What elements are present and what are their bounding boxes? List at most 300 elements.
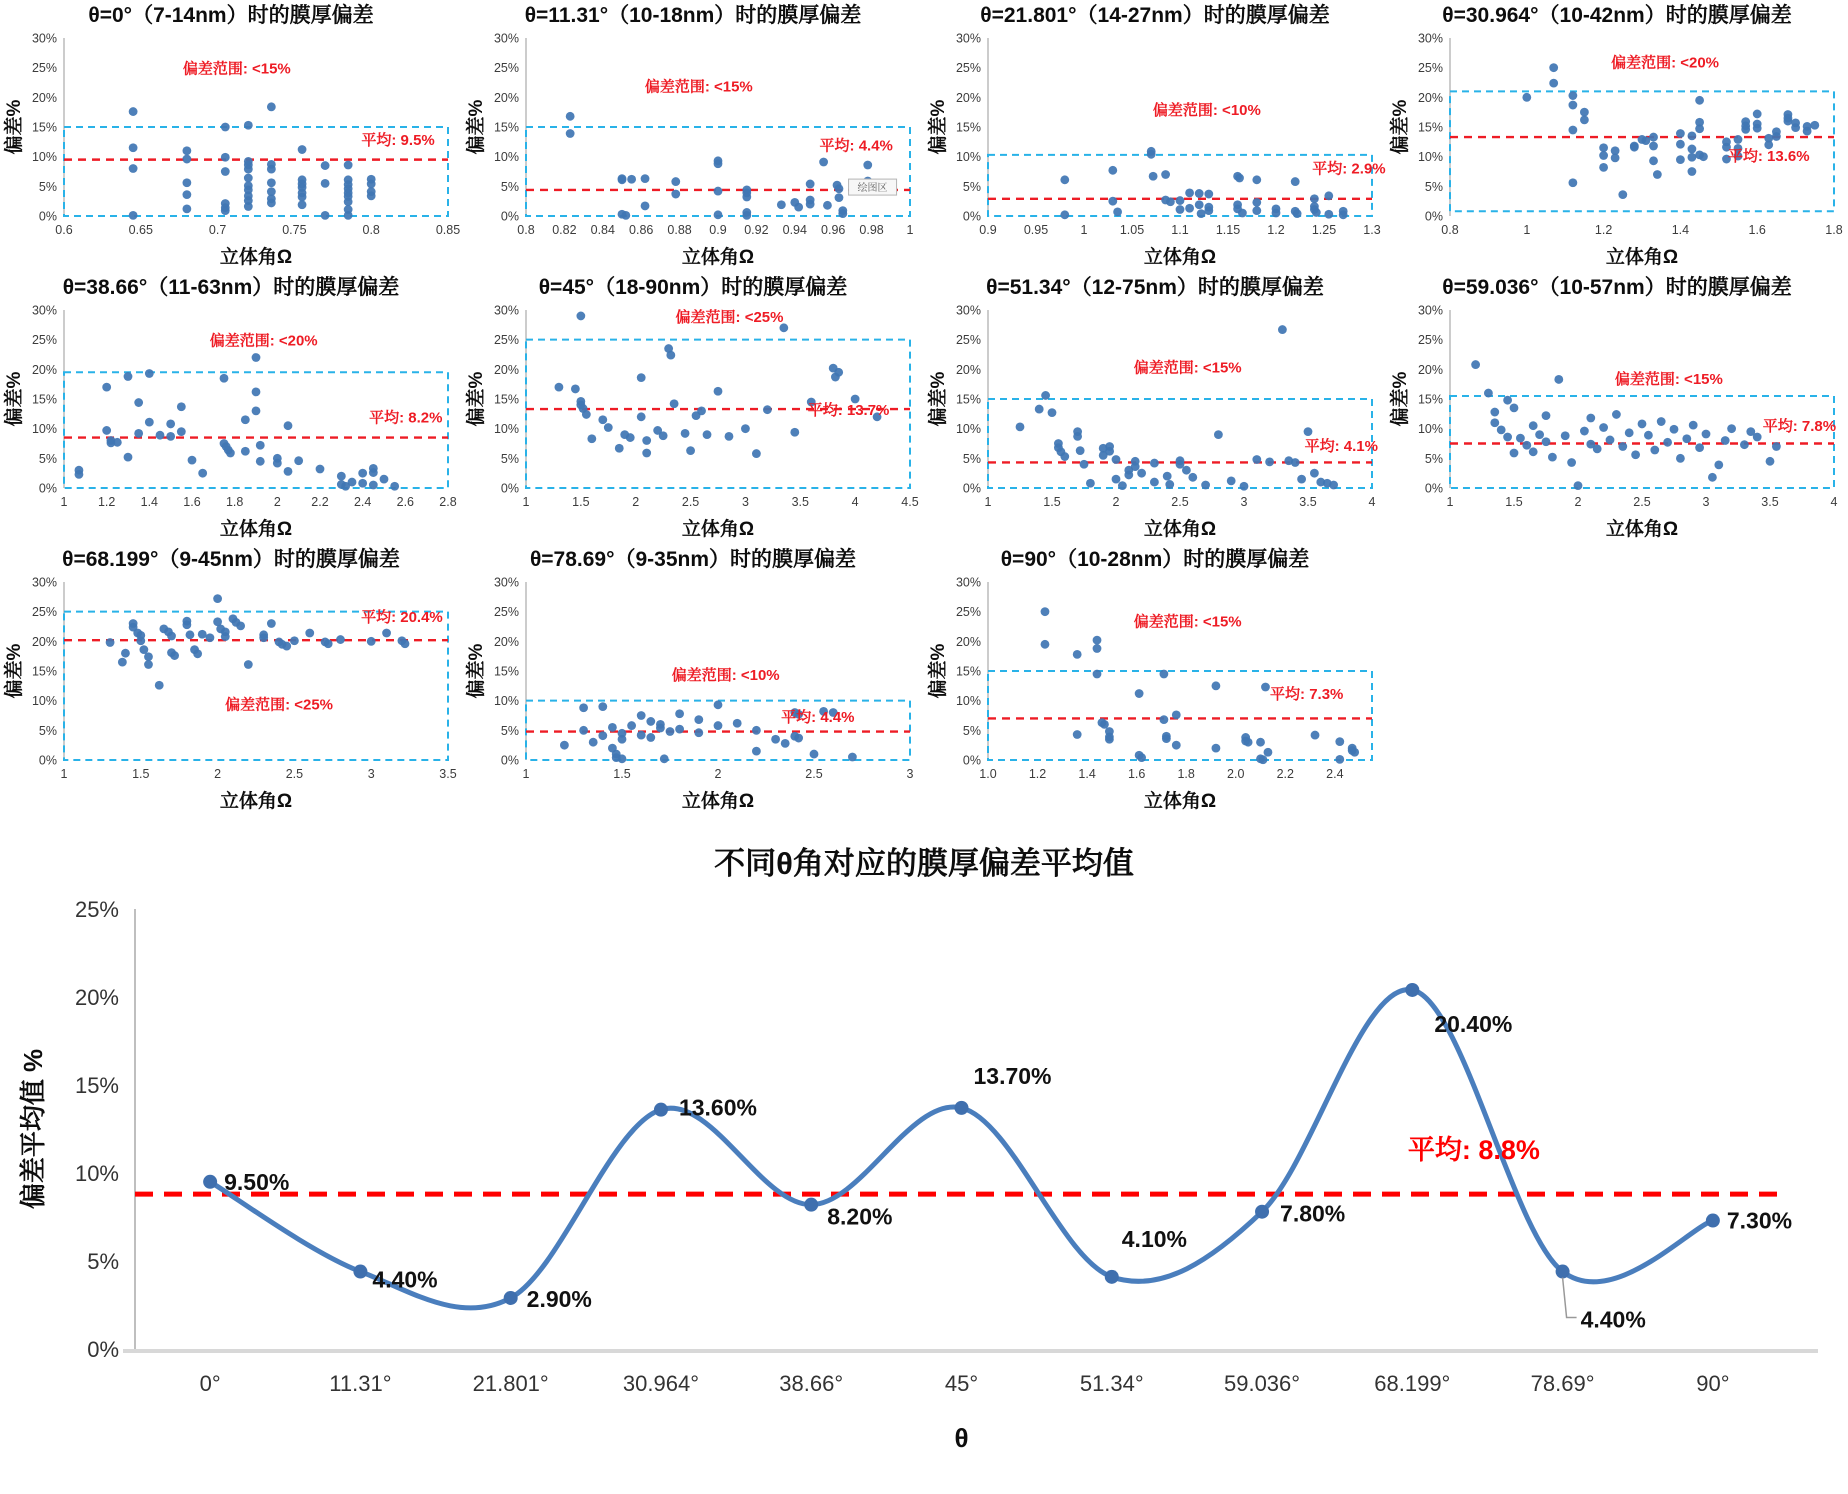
chart-title: θ=78.69°（9-35nm）时的膜厚偏差 xyxy=(529,548,857,571)
x-tick-label: 2.2 xyxy=(311,495,329,509)
empty-grid-cell xyxy=(1386,544,1848,816)
data-point xyxy=(589,738,598,747)
x-axis-title: 立体角Ω xyxy=(1143,519,1217,540)
scatter-chart-theta-45 xyxy=(462,272,924,544)
label-leader-line xyxy=(1563,1278,1577,1318)
y-tick-label: 15% xyxy=(493,392,519,407)
data-point xyxy=(298,200,307,209)
mean-label: 平均: 4.4% xyxy=(781,709,855,727)
y-tick-label: 30% xyxy=(31,575,57,590)
scatter-chart-theta-11-31 xyxy=(462,0,924,272)
data-point xyxy=(627,721,636,730)
x-tick-label: 1.0 xyxy=(979,767,997,781)
y-tick-label: 10% xyxy=(955,422,981,437)
data-point xyxy=(75,470,84,479)
x-tick-label: 2.5 xyxy=(805,767,823,781)
data-point xyxy=(134,429,143,438)
y-tick-label: 10% xyxy=(31,694,57,709)
range-label: 偏差范围: <20% xyxy=(1611,54,1720,72)
y-tick-label: 10% xyxy=(1417,150,1443,165)
range-label: 偏差范围: <20% xyxy=(209,332,318,350)
data-point xyxy=(1510,449,1519,458)
data-point xyxy=(1195,189,1204,198)
y-tick-label: 5% xyxy=(38,451,57,466)
data-point xyxy=(1264,748,1273,757)
x-tick-label: 2.5 xyxy=(1171,495,1189,509)
data-point xyxy=(193,649,202,658)
y-axis-title: 偏差% xyxy=(1390,99,1411,155)
range-label: 偏差范围: <15% xyxy=(644,78,753,96)
mean-label: 平均: 13.6% xyxy=(1727,147,1810,165)
data-point xyxy=(1159,715,1168,724)
data-point xyxy=(608,723,617,732)
data-point xyxy=(671,177,680,186)
data-point xyxy=(1630,143,1639,152)
chart-title: θ=0°（7-14nm）时的膜厚偏差 xyxy=(88,4,374,27)
data-point xyxy=(626,433,635,442)
data-point xyxy=(1522,441,1531,450)
data-point xyxy=(1182,466,1191,475)
x-tick-label: 1 xyxy=(1080,223,1088,237)
data-point xyxy=(1165,480,1174,489)
y-tick-label: 30% xyxy=(493,303,519,318)
data-point xyxy=(742,193,751,202)
data-point xyxy=(1093,644,1102,653)
scatter-chart-theta-90 xyxy=(924,544,1386,816)
x-tick-label: 2.2 xyxy=(1276,767,1294,781)
x-axis-title: 立体角Ω xyxy=(219,791,293,812)
x-tick-label: 3 xyxy=(741,495,749,509)
data-point xyxy=(1580,108,1589,117)
data-point xyxy=(1329,481,1338,490)
range-label: 偏差范围: <15% xyxy=(1133,613,1242,631)
x-tick-label: 3 xyxy=(367,767,375,781)
data-point xyxy=(838,209,847,218)
data-point xyxy=(1310,194,1319,203)
x-tick-label: 1.6 xyxy=(1127,767,1146,781)
y-tick-label: 15% xyxy=(1417,120,1443,135)
data-point xyxy=(182,620,191,629)
data-point xyxy=(1741,125,1750,134)
data-point xyxy=(1740,440,1749,449)
data-point xyxy=(1105,447,1114,456)
x-tick-label: 1.4 xyxy=(1671,223,1690,237)
data-point xyxy=(244,121,253,130)
x-tick-label: 1.5 xyxy=(613,767,631,781)
y-tick-label: 0% xyxy=(38,753,57,768)
data-point-label: 8.20% xyxy=(827,1203,893,1230)
data-point xyxy=(1574,481,1583,490)
data-point xyxy=(198,630,207,639)
y-tick-label: 5% xyxy=(500,723,519,738)
data-point xyxy=(267,619,276,628)
x-axis-title: θ xyxy=(954,1423,969,1453)
y-tick-label: 30% xyxy=(31,303,57,318)
x-axis-title: 立体角Ω xyxy=(219,247,293,268)
data-point xyxy=(244,660,253,669)
data-point xyxy=(1212,681,1221,690)
data-point xyxy=(1568,101,1577,110)
y-tick-label: 10% xyxy=(955,150,981,165)
data-point xyxy=(1567,458,1576,467)
data-point xyxy=(1172,711,1181,720)
data-point-marker xyxy=(1556,1265,1570,1279)
data-point xyxy=(666,351,675,360)
data-point xyxy=(1311,731,1320,740)
data-point xyxy=(1549,79,1558,88)
data-point xyxy=(166,420,175,429)
data-point xyxy=(1112,475,1121,484)
y-tick-label: 25% xyxy=(955,61,981,76)
data-point xyxy=(790,428,799,437)
data-point xyxy=(714,387,723,396)
data-point xyxy=(1657,417,1666,426)
data-point xyxy=(221,153,230,162)
data-point xyxy=(298,193,307,202)
data-point xyxy=(1638,420,1647,429)
x-tick-label: 2.4 xyxy=(1326,767,1344,781)
x-tick-label: 1.2 xyxy=(1267,223,1285,237)
data-point xyxy=(1753,124,1762,133)
data-point xyxy=(236,622,245,631)
chart-title: θ=38.66°（11-63nm）时的膜厚偏差 xyxy=(62,276,400,299)
y-tick-label: 20% xyxy=(31,634,57,649)
data-point xyxy=(1721,436,1730,445)
x-tick-label: 1.2 xyxy=(1028,767,1047,781)
data-point xyxy=(1335,737,1344,746)
data-point xyxy=(206,633,215,642)
data-point xyxy=(167,632,176,641)
data-point xyxy=(1073,730,1082,739)
data-point-label: 2.90% xyxy=(526,1285,592,1312)
y-tick-label: 10% xyxy=(31,422,57,437)
scatter-chart-theta-0 xyxy=(0,0,462,272)
data-point xyxy=(321,179,330,188)
data-point xyxy=(1784,117,1793,126)
y-axis-title: 偏差% xyxy=(928,99,949,155)
data-point xyxy=(305,629,314,638)
data-point xyxy=(1261,683,1270,692)
x-category-label: 68.199° xyxy=(1374,1371,1451,1396)
y-tick-label: 25% xyxy=(31,61,57,76)
data-point xyxy=(1676,140,1685,149)
data-point xyxy=(618,175,627,184)
data-point xyxy=(835,193,844,202)
scatter-chart-theta-59-036 xyxy=(1386,272,1848,544)
data-point xyxy=(144,652,153,661)
data-point xyxy=(182,190,191,199)
x-tick-label: 0.94 xyxy=(782,223,807,237)
x-category-label: 45° xyxy=(944,1371,979,1396)
range-label: 偏差范围: <15% xyxy=(182,60,291,78)
scatter-points xyxy=(1060,147,1347,219)
data-point xyxy=(188,456,197,465)
data-point xyxy=(1714,460,1723,469)
data-point-label: 4.10% xyxy=(1121,1225,1187,1252)
data-point xyxy=(819,158,828,167)
data-point xyxy=(1510,404,1519,413)
x-tick-label: 0.95 xyxy=(1023,223,1049,237)
data-point xyxy=(166,432,175,441)
data-point xyxy=(714,721,723,730)
data-point xyxy=(1688,145,1697,154)
data-point xyxy=(244,202,253,211)
data-point xyxy=(1791,123,1800,132)
data-point xyxy=(1137,469,1146,478)
data-point xyxy=(741,424,750,433)
x-tick-label: 1.5 xyxy=(1043,495,1061,509)
x-tick-label: 1 xyxy=(522,767,530,781)
data-point xyxy=(1188,473,1197,482)
data-point xyxy=(134,398,143,407)
x-tick-label: 1.8 xyxy=(225,495,244,509)
data-point xyxy=(348,478,357,487)
data-point xyxy=(1766,457,1775,466)
data-point xyxy=(1772,132,1781,141)
data-point xyxy=(1240,482,1249,491)
data-point xyxy=(213,594,222,603)
data-point xyxy=(1073,432,1082,441)
data-point xyxy=(1105,735,1114,744)
y-tick-label: 0% xyxy=(38,209,57,224)
scatter-chart-theta-38-66 xyxy=(0,272,462,544)
data-point xyxy=(324,639,333,648)
data-point xyxy=(358,469,367,478)
data-point xyxy=(1048,408,1057,417)
data-point xyxy=(252,406,261,415)
x-tick-label: 0.85 xyxy=(435,223,461,237)
x-tick-label: 3.5 xyxy=(791,495,809,509)
data-point xyxy=(1256,738,1265,747)
data-point xyxy=(1185,188,1194,197)
data-point-marker xyxy=(1255,1205,1269,1219)
data-point xyxy=(1201,481,1210,490)
data-point xyxy=(1471,360,1480,369)
x-axis-title: 立体角Ω xyxy=(1605,247,1679,268)
x-tick-label: 2.6 xyxy=(396,495,415,509)
x-tick-label: 1.3 xyxy=(1363,223,1381,237)
y-tick-label: 15% xyxy=(31,664,57,679)
x-tick-label: 0.7 xyxy=(208,223,227,237)
data-point xyxy=(1176,205,1185,214)
data-point xyxy=(642,436,651,445)
data-point xyxy=(1041,391,1050,400)
x-tick-label: 1.15 xyxy=(1215,223,1241,237)
data-point xyxy=(118,658,127,667)
scatter-plot xyxy=(0,30,462,272)
x-tick-label: 1.5 xyxy=(572,495,590,509)
data-point xyxy=(358,479,367,488)
data-point xyxy=(642,449,651,458)
data-point xyxy=(1803,127,1812,136)
y-tick-label: 15% xyxy=(31,392,57,407)
data-point xyxy=(221,123,230,132)
range-label: 偏差范围: <25% xyxy=(225,696,334,714)
data-point xyxy=(1695,96,1704,105)
scatter-plot xyxy=(462,30,924,272)
data-point xyxy=(182,155,191,164)
data-point xyxy=(752,449,761,458)
scatter-chart-theta-68-199 xyxy=(0,544,462,816)
data-point xyxy=(582,410,591,419)
y-tick-label: 30% xyxy=(955,31,981,46)
data-point xyxy=(781,739,790,748)
data-point xyxy=(714,187,723,196)
data-point xyxy=(1612,410,1621,419)
data-point xyxy=(571,385,580,394)
data-point xyxy=(671,190,680,199)
x-axis-title: 立体角Ω xyxy=(681,791,755,812)
x-tick-label: 0.98 xyxy=(859,223,884,237)
data-point xyxy=(1060,452,1069,461)
data-point xyxy=(1149,172,1158,181)
x-tick-label: 2.8 xyxy=(439,495,457,509)
data-point xyxy=(1625,428,1634,437)
data-point xyxy=(284,467,293,476)
x-tick-label: 0.8 xyxy=(1441,223,1459,237)
x-tick-label: 1.6 xyxy=(1748,223,1766,237)
data-point-marker xyxy=(804,1198,818,1212)
scatter-points xyxy=(1016,325,1338,490)
data-point xyxy=(1297,475,1306,484)
data-point xyxy=(1159,670,1168,679)
x-tick-label: 0.6 xyxy=(55,223,73,237)
mean-label: 平均: 7.3% xyxy=(1270,685,1344,703)
x-tick-label: 0.9 xyxy=(979,223,997,237)
data-point xyxy=(367,180,376,189)
data-point xyxy=(1618,190,1627,199)
data-point xyxy=(1135,689,1144,698)
y-axis-title: 偏差% xyxy=(4,99,25,155)
scatter-points xyxy=(1522,63,1819,199)
y-tick-label: 20% xyxy=(493,362,519,377)
data-point xyxy=(284,421,293,430)
x-tick-label: 0.88 xyxy=(667,223,692,237)
data-point xyxy=(703,430,712,439)
y-tick-label: 25% xyxy=(955,333,981,348)
data-point xyxy=(752,726,761,735)
data-point xyxy=(659,431,668,440)
data-point xyxy=(1093,636,1102,645)
x-tick-label: 3 xyxy=(1702,495,1710,509)
y-tick-label: 10% xyxy=(74,1161,119,1186)
data-point xyxy=(604,423,613,432)
data-point xyxy=(1131,462,1140,471)
y-tick-label: 0% xyxy=(500,753,519,768)
data-point xyxy=(241,447,250,456)
mean-label: 平均: 8.8% xyxy=(1407,1134,1540,1165)
y-tick-label: 30% xyxy=(955,575,981,590)
data-point xyxy=(641,202,650,211)
data-point xyxy=(1568,126,1577,135)
data-point xyxy=(615,444,624,453)
y-axis-title: 偏差% xyxy=(4,371,25,427)
data-point-label: 20.40% xyxy=(1434,1010,1513,1037)
x-tick-label: 1.8 xyxy=(1825,223,1843,237)
y-tick-label: 0% xyxy=(500,481,519,496)
x-tick-label: 2 xyxy=(1574,495,1582,509)
y-tick-label: 30% xyxy=(955,303,981,318)
data-point xyxy=(1810,121,1819,130)
x-axis-title: 立体角Ω xyxy=(219,519,293,540)
y-tick-label: 20% xyxy=(493,90,519,105)
scatter-plot xyxy=(1386,30,1848,272)
x-tick-label: 3.5 xyxy=(1299,495,1317,509)
data-point xyxy=(1073,650,1082,659)
data-point-marker xyxy=(955,1101,969,1115)
y-tick-label: 15% xyxy=(493,120,519,135)
data-point xyxy=(221,206,230,215)
scatter-points xyxy=(566,112,876,220)
data-point xyxy=(806,180,815,189)
x-tick-label: 2 xyxy=(273,495,281,509)
data-point xyxy=(1214,430,1223,439)
y-tick-label: 15% xyxy=(74,1073,119,1098)
scatter-points xyxy=(555,312,882,458)
data-point xyxy=(344,197,353,206)
data-point xyxy=(1086,479,1095,488)
data-point xyxy=(618,754,627,763)
data-point xyxy=(1561,431,1570,440)
data-point xyxy=(1227,476,1236,485)
data-point xyxy=(1350,748,1359,757)
data-point xyxy=(1035,405,1044,414)
data-point xyxy=(1599,143,1608,152)
chart-title: θ=21.801°（14-27nm）时的膜厚偏差 xyxy=(980,4,1330,27)
data-point xyxy=(1235,174,1244,183)
mean-label: 平均: 13.7% xyxy=(807,402,890,420)
x-tick-label: 1.4 xyxy=(140,495,159,509)
scatter-chart-theta-78-69 xyxy=(462,544,924,816)
data-point xyxy=(1644,431,1653,440)
x-tick-label: 1 xyxy=(984,495,992,509)
data-point xyxy=(1599,163,1608,172)
data-point xyxy=(1641,136,1650,145)
x-category-label: 38.66° xyxy=(779,1371,844,1396)
data-point xyxy=(136,636,145,645)
data-point xyxy=(113,438,122,447)
x-tick-label: 0.9 xyxy=(709,223,727,237)
y-tick-label: 25% xyxy=(74,897,119,922)
data-point-label: 7.30% xyxy=(1726,1207,1793,1234)
y-axis-title: 偏差% xyxy=(1390,371,1411,427)
data-point xyxy=(1618,442,1627,451)
y-tick-label: 20% xyxy=(955,634,981,649)
data-point xyxy=(256,441,265,450)
data-point xyxy=(1041,640,1050,649)
data-point xyxy=(1688,132,1697,141)
y-tick-label: 30% xyxy=(1417,303,1443,318)
x-tick-label: 2.5 xyxy=(681,495,700,509)
scatter-plot xyxy=(462,574,924,816)
x-tick-label: 1.2 xyxy=(97,495,116,509)
data-point xyxy=(1324,210,1333,219)
data-point xyxy=(771,735,780,744)
x-tick-label: 3 xyxy=(906,767,914,781)
data-point xyxy=(1708,473,1717,482)
data-point xyxy=(401,639,410,648)
data-point xyxy=(1163,472,1172,481)
data-point xyxy=(1611,153,1620,162)
scatter-points xyxy=(129,102,376,219)
data-point xyxy=(252,387,261,396)
y-tick-label: 10% xyxy=(493,150,519,165)
data-point xyxy=(835,184,844,193)
data-point xyxy=(282,642,291,651)
y-tick-label: 25% xyxy=(31,605,57,620)
data-point xyxy=(155,681,164,690)
x-category-label: 51.34° xyxy=(1079,1371,1144,1396)
